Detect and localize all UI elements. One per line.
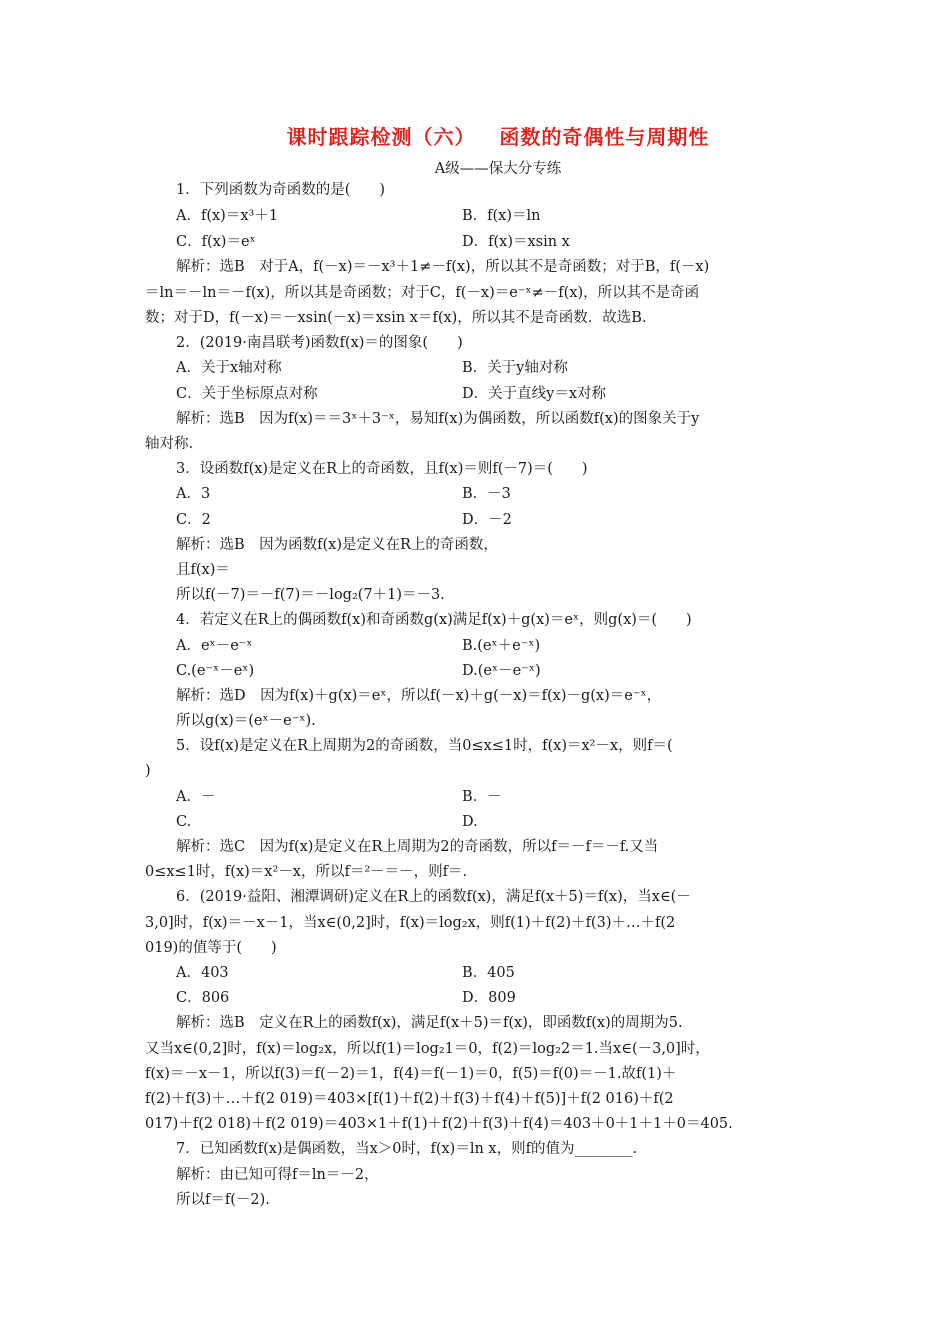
text-line: 所以g(x)＝(eˣ－e⁻ˣ). xyxy=(176,713,316,729)
text-line: 2．(2019·南昌联考)函数f(x)＝的图象( ) xyxy=(176,335,463,351)
text-line: 轴对称. xyxy=(145,436,194,452)
text-line: 解析：选D 因为f(x)＋g(x)＝eˣ，所以f(－x)＋g(－x)＝f(x)－g(x)＝e⁻ˣ， xyxy=(176,688,662,704)
text-line: 解析：选B 因为f(x)＝＝3ˣ＋3⁻ˣ，易知f(x)为偶函数，所以函数f(x)的图象关于y xyxy=(176,411,700,427)
text-line: 3,0]时，f(x)＝－x－1，当x∈(0,2]时，f(x)＝log₂x，则f(1)＋f(2)＋f(3)＋…＋f(2 xyxy=(145,915,676,931)
text-line: 7．已知函数f(x)是偶函数，当x＞0时，f(x)＝ln x，则f的值为________. xyxy=(176,1141,638,1157)
text-line: 017)＋f(2 018)＋f(2 019)＝403×1＋f(1)＋f(2)＋f(3)＋f(4)＝403＋0＋1＋1＋0＝405. xyxy=(145,1116,733,1132)
text-line: C．f(x)＝eˣ xyxy=(176,234,256,250)
text-line: B．405 xyxy=(462,965,515,981)
text-line: 解析：选B 定义在R上的函数f(x)，满足f(x＋5)＝f(x)，即函数f(x)的周期为5. xyxy=(176,1015,683,1031)
text-line: A．403 xyxy=(176,965,229,981)
text-line: 0≤x≤1时，f(x)＝x²－x，所以f＝²－＝－，则f＝. xyxy=(145,864,468,880)
text-line: 解析：选B 对于A，f(－x)＝－x³＋1≠－f(x)，所以其不是奇函数；对于B，f(－x) xyxy=(176,259,710,275)
text-line: 019)的值等于( ) xyxy=(145,940,277,956)
text-line: 5．设f(x)是定义在R上周期为2的奇函数，当0≤x≤1时，f(x)＝x²－x，则f＝( xyxy=(176,738,673,754)
text-line: C．关于坐标原点对称 xyxy=(176,386,318,402)
text-line: C.(e⁻ˣ－eˣ) xyxy=(176,663,255,679)
text-line: B．关于y轴对称 xyxy=(462,360,568,376)
text-line: ＝ln＝－ln＝－f(x)，所以其是奇函数；对于C，f(－x)＝e⁻ˣ≠－f(x)，所以其不是奇函 xyxy=(145,285,700,301)
text-line: 解析：选B 因为函数f(x)是定义在R上的奇函数， xyxy=(176,537,498,553)
text-line: 1．下列函数为奇函数的是( ) xyxy=(176,182,386,198)
text-line: f(2)＋f(3)＋…＋f(2 019)＝403×[f(1)＋f(2)＋f(3)＋f(4)＋f(5)]＋f(2 016)＋f(2 xyxy=(145,1091,674,1107)
text-line: B．－3 xyxy=(462,486,511,502)
text-line: f(x)＝－x－1，所以f(3)＝f(－2)＝1，f(4)＝f(－1)＝0，f(5)＝f(0)＝－1.故f(1)＋ xyxy=(145,1066,677,1082)
text-line: D．关于直线y＝x对称 xyxy=(462,386,606,402)
text-line: ) xyxy=(145,763,151,779)
text-line: D. xyxy=(462,814,478,830)
text-line: 3．设函数f(x)是定义在R上的奇函数，且f(x)＝则f(－7)＝( ) xyxy=(176,461,588,477)
text-line: D．－2 xyxy=(462,512,512,528)
text-line: B．f(x)＝ln xyxy=(462,208,541,224)
text-line: 6．(2019·益阳、湘潭调研)定义在R上的函数f(x)，满足f(x＋5)＝f(x)，当x∈(－ xyxy=(176,889,691,905)
text-line: 解析：选C 因为f(x)是定义在R上周期为2的奇函数，所以f＝－f＝－f.又当 xyxy=(176,839,659,855)
text-line: C．806 xyxy=(176,990,230,1006)
text-line: 4．若定义在R上的偶函数f(x)和奇函数g(x)满足f(x)＋g(x)＝eˣ，则g(x)＝( ) xyxy=(176,612,692,628)
text-line: 又当x∈(0,2]时，f(x)＝log₂x，所以f(1)＝log₂1＝0，f(2)＝log₂2＝1.当x∈(－3,0]时， xyxy=(145,1041,710,1057)
text-line: A．f(x)＝x³＋1 xyxy=(176,208,279,224)
text-line: 数；对于D，f(－x)＝－xsin(－x)＝xsin x＝f(x)，所以其不是奇函数．故选B. xyxy=(145,310,647,326)
text-line: A．3 xyxy=(176,486,211,502)
text-line: B.(eˣ＋e⁻ˣ) xyxy=(462,638,541,654)
page-title: 课时跟踪检测（六） 函数的奇偶性与周期性 xyxy=(286,125,710,149)
text-line: A．关于x轴对称 xyxy=(176,360,282,376)
section-subtitle: A级——保大分专练 xyxy=(434,161,562,177)
text-line: 解析：由已知可得f＝ln＝－2， xyxy=(176,1167,379,1183)
text-line: D.(eˣ－e⁻ˣ) xyxy=(462,663,541,679)
text-line: 所以f＝f(－2). xyxy=(176,1192,270,1208)
text-line: D．f(x)＝xsin x xyxy=(462,234,570,250)
text-line: C．2 xyxy=(176,512,211,528)
text-line: 且f(x)＝ xyxy=(176,562,230,578)
text-line: D．809 xyxy=(462,990,516,1006)
text-line: A．eˣ－e⁻ˣ xyxy=(176,638,253,654)
text-line: B．－ xyxy=(462,789,502,805)
text-line: C. xyxy=(176,814,192,830)
text-line: 所以f(－7)＝－f(7)＝－log₂(7＋1)＝－3. xyxy=(176,587,445,603)
text-line: A．－ xyxy=(176,789,216,805)
